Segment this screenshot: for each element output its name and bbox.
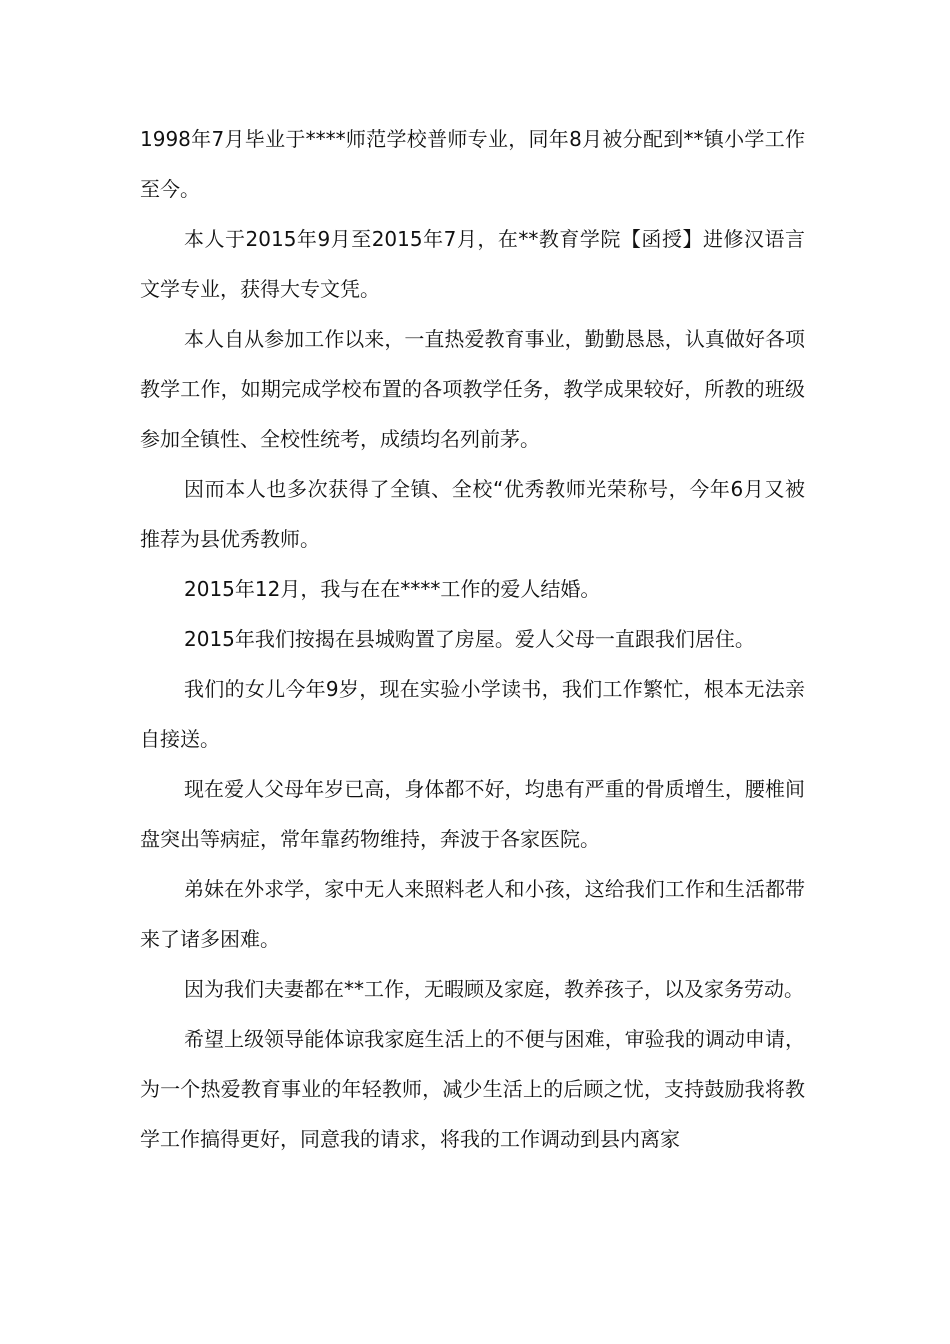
paragraph-further-study: 本人于2015年9月至2015年7月，在**教育学院【函授】进修汉语言文学专业，获得大专文凭。 bbox=[140, 227, 805, 301]
paragraph-no-time: 因为我们夫妻都在**工作，无暇顾及家庭，教养孩子，以及家务劳动。 bbox=[184, 977, 804, 1001]
paragraph-housing: 2015年我们按揭在县城购置了房屋。爱人父母一直跟我们居住。 bbox=[184, 627, 755, 651]
paragraph-marriage: 2015年12月，我与在在****工作的爱人结婚。 bbox=[184, 577, 601, 601]
document-body bbox=[140, 114, 805, 1164]
paragraph-honors: 因而本人也多次获得了全镇、全校“优秀教师光荣称号，今年6月又被推荐为县优秀教师。 bbox=[140, 477, 805, 551]
paragraph-siblings: 弟妹在外求学，家中无人来照料老人和小孩，这给我们工作和生活都带来了诸多困难。 bbox=[140, 877, 805, 951]
paragraph-request: 希望上级领导能体谅我家庭生活上的不便与困难，审验我的调动申请，为一个热爱教育事业的年轻教师，减少生活上的后顾之忧，支持鼓励我将教学工作搞得更好，同意我的请求，将我的工作调动到县内离家 bbox=[140, 1027, 805, 1151]
paragraph-graduation: 1998年7月毕业于****师范学校普师专业，同年8月被分配到**镇小学工作至今。 bbox=[140, 127, 805, 201]
paragraph-daughter: 我们的女儿今年9岁，现在实验小学读书，我们工作繁忙，根本无法亲自接送。 bbox=[140, 677, 805, 751]
paragraph-parents-health: 现在爱人父母年岁已高，身体都不好，均患有严重的骨质增生，腰椎间盘突出等病症，常年靠药物维持，奔波于各家医院。 bbox=[140, 777, 805, 851]
paragraph-work-performance: 本人自从参加工作以来，一直热爱教育事业，勤勤恳恳，认真做好各项教学工作，如期完成学校布置的各项教学任务，教学成果较好，所教的班级参加全镇性、全校性统考，成绩均名列前茅。 bbox=[140, 327, 805, 451]
